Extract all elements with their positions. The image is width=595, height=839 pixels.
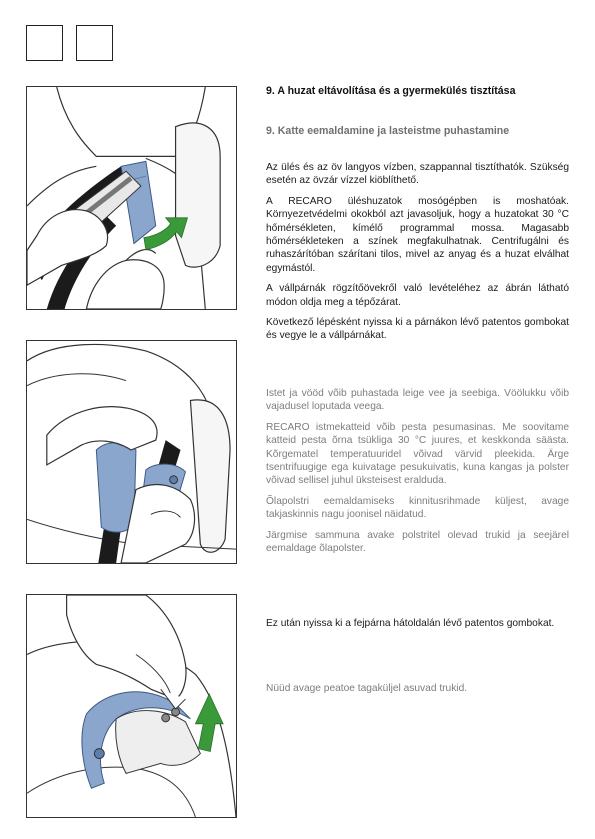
et-text-block	[266, 387, 569, 562]
hu-paragraph-1: Az ülés és az öv langyos vízben, szappannal tisztíthatók. Szükség esetén az övzár vízzel kiöblíthető.	[266, 162, 569, 187]
illustration-shoulder-pad-removal	[26, 340, 237, 564]
et-paragraph-4: Järgmise sammuna avake polstritel olevad trukid ja seejärel eemaldage õlapolster.	[266, 529, 569, 555]
hu-text-block	[266, 161, 569, 350]
press-stud-icon	[170, 476, 178, 484]
hu-paragraph-5: Ez után nyissa ki a fejpárna hátoldalán lévő patentos gombokat.	[266, 618, 555, 629]
et-text-block-headrest	[266, 682, 569, 702]
hu-text-block-headrest	[266, 617, 569, 637]
section-title-hu: 9. A huzat eltávolítása és a gyermekülés tisztítása	[266, 85, 516, 97]
section-title-et: 9. Katte eemaldamine ja lasteistme puhastamine	[266, 125, 510, 137]
illustration-velcro-svg	[27, 87, 236, 309]
hu-paragraph-2: A RECARO üléshuzatok mosógépben is moshatóak. Környezetvédelmi okokból azt javasoljuk, hogy a huzatokat 30 °C hőmérsékleten, kímélő programmal mossa. Magasabb hőmérsékleteken a színek megfakulhatnak. Centrifugálni és ruhaszárítóban szárítani tilos, mivel az anyag és a huzat elválhat egymástól.	[266, 195, 569, 274]
illustration-shoulder-pad-svg	[27, 341, 236, 563]
illustration-headrest-studs	[26, 594, 237, 818]
hu-paragraph-3: A vállpárnák rögzítőövekről való levételéhez az ábrán látható módon oldja meg a tépőzárat.	[266, 283, 569, 308]
illustration-velcro-open	[26, 86, 237, 310]
et-paragraph-5: Nüüd avage peatoe tagaküljel asuvad trukid.	[266, 683, 468, 694]
illustration-headrest-svg	[27, 595, 236, 817]
et-paragraph-1: Istet ja vööd võib puhastada leige vee ja seebiga. Vöölukku võib vajadusel loputada veega.	[266, 388, 569, 413]
header-box-2	[76, 25, 113, 61]
hu-paragraph-4: Következő lépésként nyissa ki a párnákon lévő patentos gombokat és vegye le a vállpárnákat.	[266, 317, 569, 342]
press-stud-icon	[162, 714, 170, 722]
et-paragraph-2: RECARO istmekatteid võib pesta pesumasinas. Me soovitame katteid pesta õrna tsükliga 30 °C juures, et keskkonda säästa. Kõrgematel temperatuuridel võivad värvid pleekida. Ärge tsentrifuugige ega kuivatage pesukuivatis, kuna kangas ja polster võivad sellisel juhul üksteisest eralduda.	[266, 421, 569, 487]
header-box-1	[26, 25, 63, 61]
et-paragraph-3: Õlapolstri eemaldamiseks kinnitusrihmade küljest, avage takjaskinnis nagu joonisel näidatud.	[266, 495, 569, 521]
